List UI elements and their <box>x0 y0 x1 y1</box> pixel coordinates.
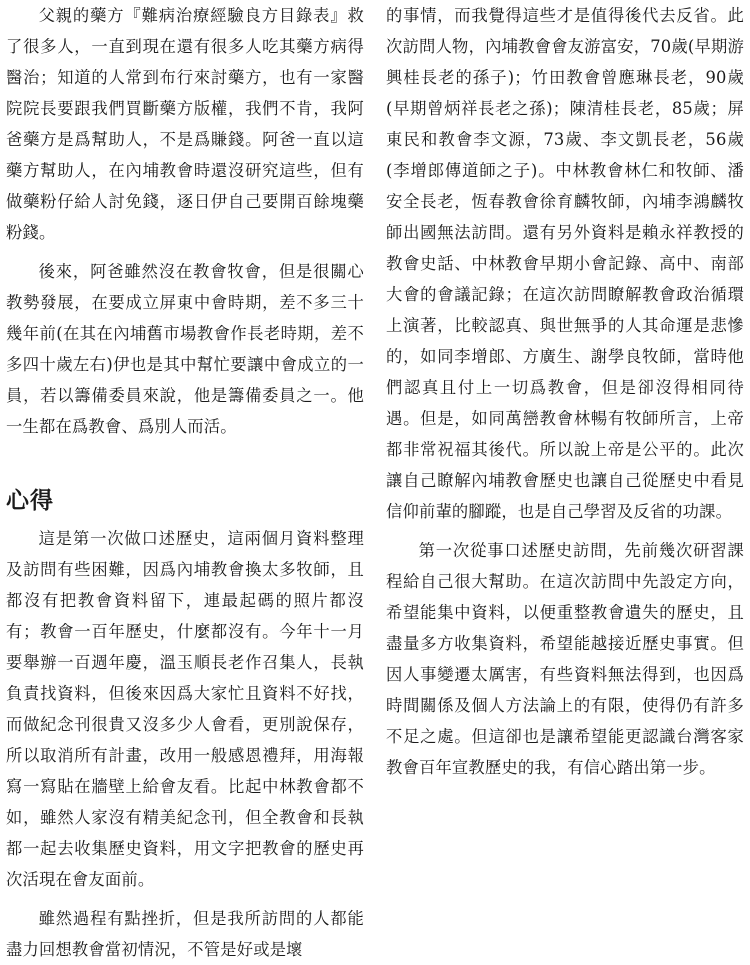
section-heading-reflections: 心得 <box>6 488 54 514</box>
paragraph-frustration: 雖然過程有點挫折，但是我所訪問的人都能盡力回想教會當初情況，不管是好或是壞 <box>6 909 364 959</box>
paragraph-presbytery: 後來，阿爸雖然沒在教會牧會，但是很關心教勢發展，在要成立屏東中會時期，差不多三十幾年前(在其在內埔舊市場教會作長老時期，差不多四十歲左右)伊也是其中幫忙要讓中會成立的一員，若以籌備委員來說，他是籌備委員之一。他一生都在爲教會、爲別人而活。 <box>6 262 364 436</box>
paragraph-method: 第一次從事口述歷史訪問，先前幾次研習課程給自己很大幫助。在這次訪問中先設定方向，希望能集中資料，以便重整教會遺失的歷史，且盡量多方收集資料，希望能越接近歷史事實。但因人事變遷太厲害，有些資料無法得到，也因爲時間關係及個人方法論上的有限，使得仍有許多不足之處。但這卻也是讓希望能更認識台灣客家教會百年宣教歷史的我，有信心踏出第一步。 <box>386 541 744 777</box>
left-column <box>6 0 364 965</box>
paragraph-father-prescription: 父親的藥方『難病治療經驗良方目錄表』救了很多人，一直到現在還有很多人吃其藥方病得醫治；知道的人常到布行來討藥方，也有一家醫院院長要跟我們買斷藥方版權，我們不肯，我阿爸藥方是爲幫助人，不是爲賺錢。阿爸一直以這藥方幫助人，在內埔教會時還沒研究這些，但有做藥粉仔給人討免錢，逐日伊自己要開百餘塊藥粉錢。 <box>6 6 364 242</box>
paragraph-interviewees: 的事情，而我覺得這些才是值得後代去反省。此次訪問人物，內埔教會會友游富安，70歲(早期游興桂長老的孫子)；竹田教會曾應琳長老，90歲(早期曾炳祥長老之孫)；陳清桂長老，85歲；屏東民和教會李文源，73歲、李文凱長老，56歲(李增郎傳道師之子)。中林教會林仁和牧師、潘安全長老，恆春教會徐育麟牧師，內埔李鴻麟牧師出國無法訪問。還有另外資料是賴永祥教授的教會史話、中林教會早期小會記錄、高中、南部大會的會議記錄；在這次訪問瞭解教會政治循環上演著，比較認真、與世無爭的人其命運是悲慘的，如同李增郎、方廣生、謝學良牧師，當時他們認真且付上一切爲教會，但是卻沒得相同待遇。但是，如同萬巒教會林暢有牧師所言，上帝都非常祝福其後代。所以說上帝是公平的。此次讓自己瞭解內埔教會歷史也讓自己從歷史中看見信仰前輩的腳蹤，也是自己學習及反省的功課。 <box>386 6 744 521</box>
paragraph-first-oral-history: 這是第一次做口述歷史，這兩個月資料整理及訪問有些困難，因爲內埔教會換太多牧師，且都沒有把教會資料留下，連最起碼的照片都沒有；教會一百年歷史，什麼都沒有。今年十一月要舉辦一百週年慶，溫玉順長老作召集人，長執負責找資料，但後來因爲大家忙且資料不好找，而做紀念刊很貴又沒多少人會看，更別說保存，所以取消所有計畫，改用一般感恩禮拜，用海報寫一寫貼在牆壁上給會友看。比起中林教會都不如，雖然人家沒有精美紀念刊，但全教會和長執都一起去收集歷史資料，用文字把教會的歷史再次活現在會友面前。 <box>6 529 364 889</box>
right-column <box>386 0 744 783</box>
